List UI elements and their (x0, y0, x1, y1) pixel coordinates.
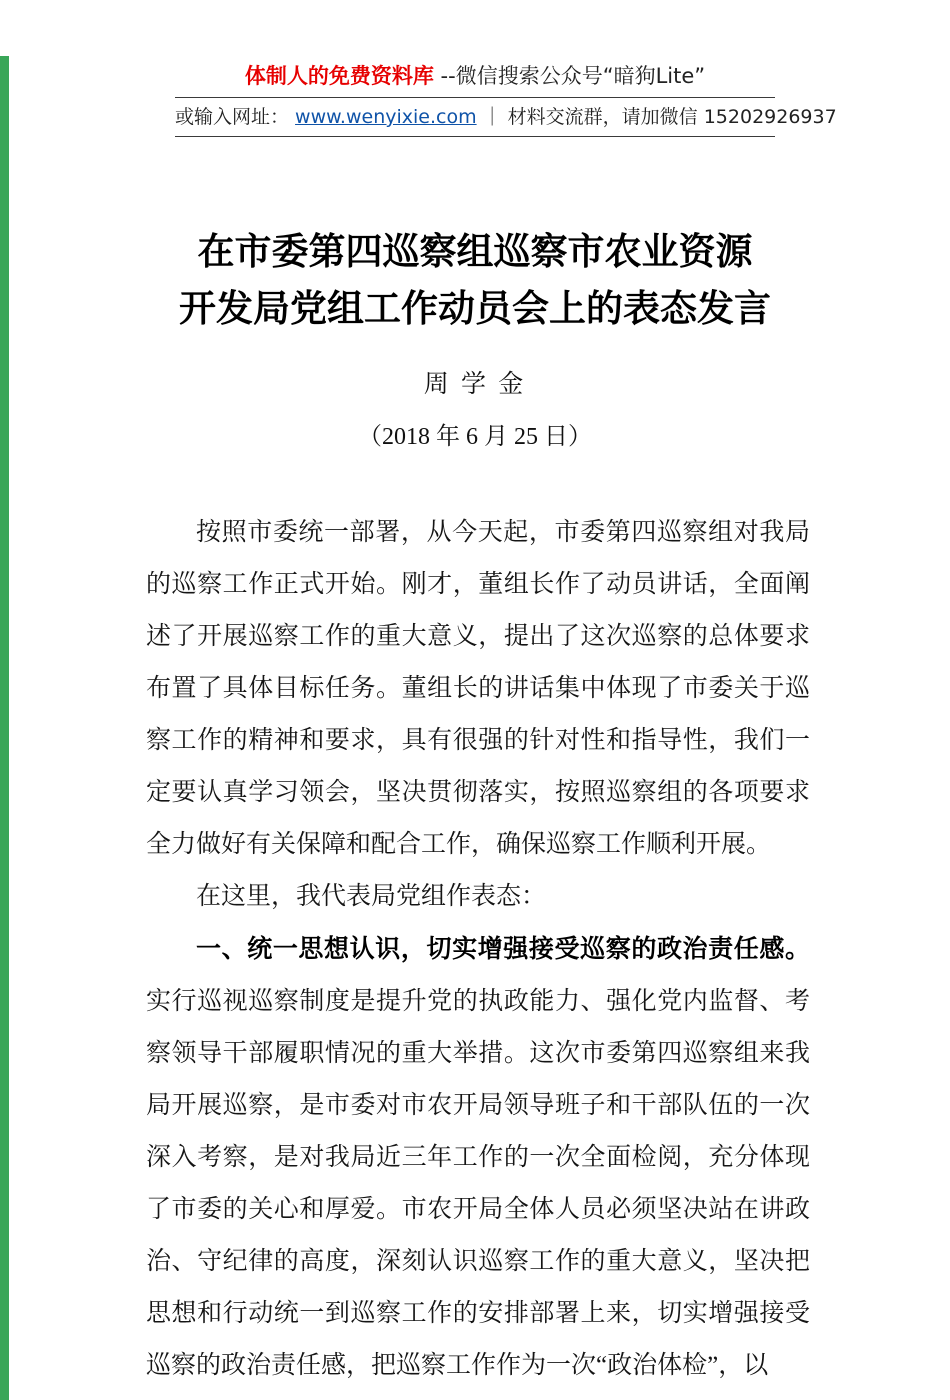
header-line-1 (175, 56, 775, 98)
title-line-2: 开发局党组工作动员会上的表态发言 (179, 287, 771, 331)
header-line2-prefix: 或输入网址： (175, 106, 296, 128)
body-paragraph: 按照市委统一部署，从今天起，市委第四巡察组对我局的巡察工作正式开始。刚才，董组长作了动员讲话，全面阐述了开展巡察工作的重大意义，提出了这次巡察的总体要求布置了具体目标任务。董组长的讲话集中体现了市委关于巡察工作的精神和要求，具有很强的针对性和指导性，我们一定要认真学习领会，坚决贯彻落实，按照巡察组的各项要求全力做好有关保障和配合工作，确保巡察工作顺利开展。 (146, 518, 810, 858)
header-line1-rest: --微信搜索公众号“暗狗Lite” (433, 64, 706, 88)
document-date: （2018 年 6 月 25 日） (358, 423, 592, 450)
brand-name: 体制人的免费资料库 (244, 64, 434, 88)
paragraph-text: 实行巡视巡察制度是提升党的执政能力、强化党内监督、考察领导干部履职情况的重大举措。这次市委第四巡察组来我局开展巡察，是市委对市农开局领导班子和干部队伍的一次深入考察，是对我局近三年工作的一次全面检阅，充分体现了市委的关心和厚爱。市农开局全体人员必须坚决站在讲政治、守纪律的高度，深刻认识巡察工作的重大意义，坚决把思想和行动统一到巡察工作的安排部署上来，切实增强接受巡察的政治责任感，把巡察工作作为一次“政治体检”，以 (146, 987, 810, 1379)
header-line-2 (175, 98, 837, 137)
page-title (0, 223, 950, 338)
header-line2-suffix: ｜ 材料交流群，请加微信 15202926937 (476, 106, 837, 128)
document-page (0, 56, 950, 1392)
title-line-1: 在市委第四巡察组巡察市农业资源 (197, 230, 753, 273)
body-paragraph: 在这里，我代表局党组作表态： (196, 882, 547, 910)
author-name: 周 学 金 (423, 370, 527, 398)
document-body (146, 507, 810, 1392)
body-paragraph (146, 923, 810, 1392)
paragraph-lead-heading: 一、统一思想认识，切实增强接受巡察的政治责任感。 (196, 933, 810, 963)
website-link[interactable]: www.wenyixie.com (295, 106, 477, 128)
header-banner (175, 56, 837, 137)
